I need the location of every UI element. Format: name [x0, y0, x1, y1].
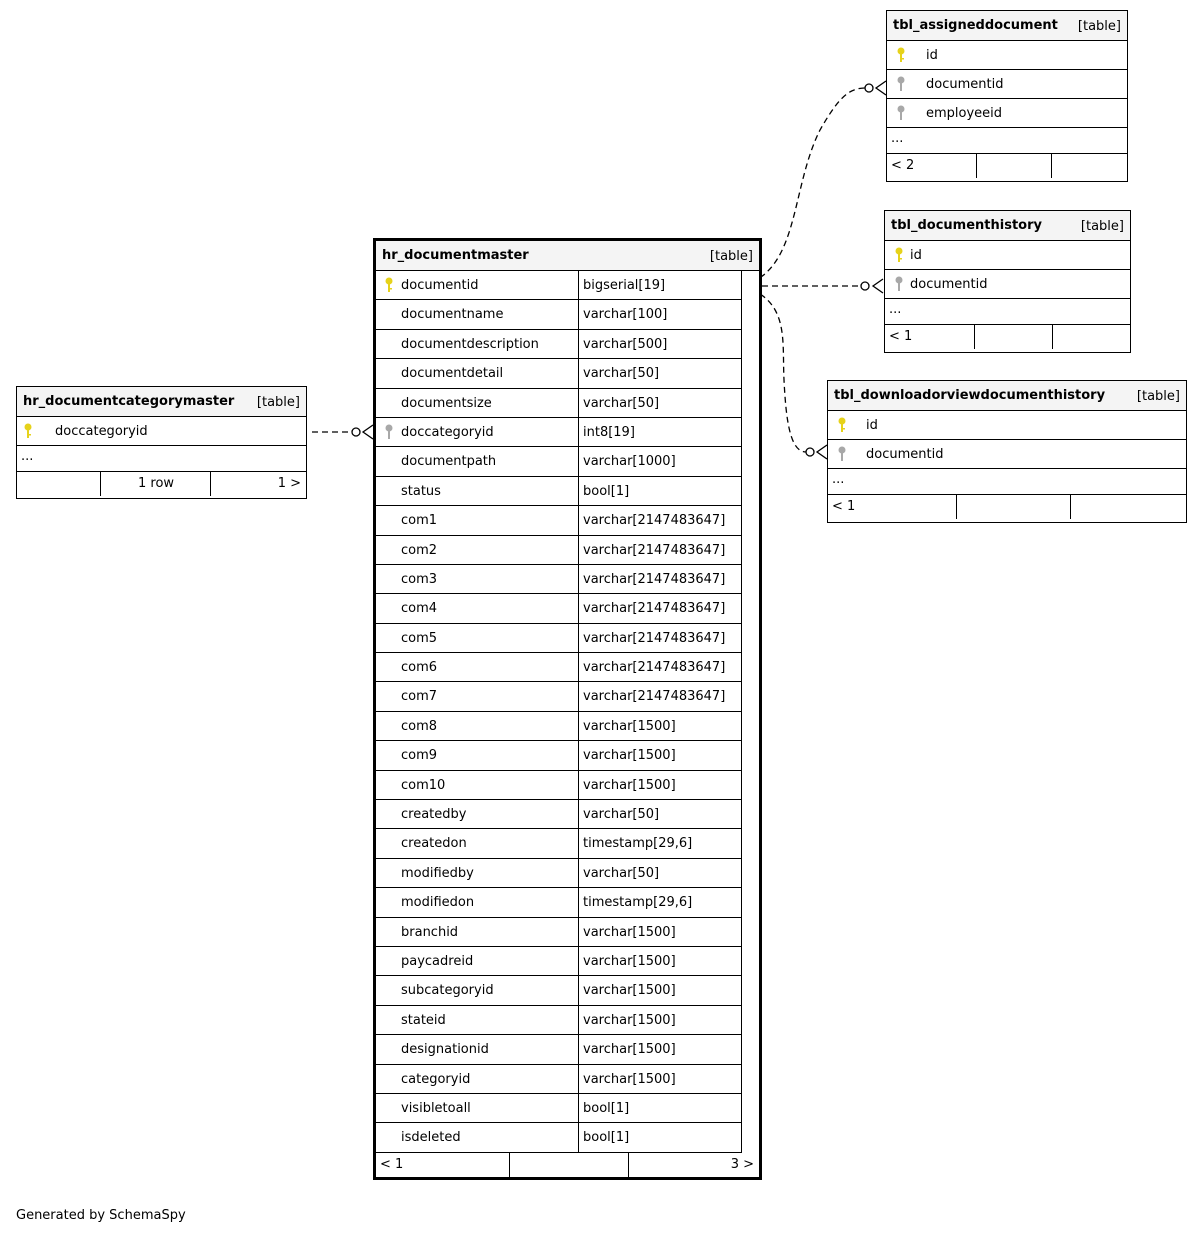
column-name-cell: [376, 271, 579, 300]
table-tbl-documenthistory: [884, 210, 1131, 353]
column-name-cell: [376, 624, 579, 653]
crowfoot-circle: [865, 84, 873, 92]
column-name: status: [401, 483, 441, 499]
column-name: id: [910, 248, 922, 263]
column-row: [376, 330, 759, 359]
column-type: varchar[2147483647]: [583, 630, 726, 646]
footer-middle: 1 row: [138, 476, 175, 491]
foreign-key-icon: [894, 276, 904, 292]
column-name-cell: [376, 888, 579, 917]
column-row: [376, 594, 759, 623]
column-name: visibletoall: [401, 1100, 471, 1116]
column-type-cell: [579, 624, 742, 653]
table-kind: [table]: [709, 249, 753, 264]
column-row: [376, 1035, 759, 1064]
column-name: modifiedby: [401, 865, 474, 881]
table-kind: [table]: [1136, 389, 1180, 404]
column-row: [376, 712, 759, 741]
column-type-cell: [579, 829, 742, 858]
column-name: com1: [401, 513, 438, 529]
column-type: varchar[50]: [583, 395, 660, 411]
column-type: varchar[1500]: [583, 1012, 676, 1028]
column-name: documentpath: [401, 454, 497, 470]
column-name: documentsize: [401, 395, 492, 411]
column-type-cell: [579, 741, 742, 770]
column-name-cell: [376, 1035, 579, 1064]
column-name-cell: [376, 859, 579, 888]
column-name-cell: [376, 536, 579, 565]
column-type-cell: [579, 800, 742, 829]
column-name: createdby: [401, 807, 467, 823]
column-type: varchar[1500]: [583, 718, 676, 734]
crowfoot-circle: [806, 448, 814, 456]
column-type: varchar[50]: [583, 807, 660, 823]
column-name: documentid: [866, 447, 944, 462]
column-type-cell: [579, 536, 742, 565]
column-type: bool[1]: [583, 1130, 630, 1146]
column-row: [17, 417, 306, 446]
footer-left: < 2: [891, 158, 915, 173]
column-row: [376, 418, 759, 447]
column-name: designationid: [401, 1042, 489, 1058]
column-type: varchar[1500]: [583, 777, 676, 793]
column-type-cell: [579, 771, 742, 800]
column-type-cell: [579, 418, 742, 447]
column-row: [376, 477, 759, 506]
column-type-cell: [579, 1094, 742, 1123]
column-row: [376, 1123, 759, 1152]
table-footer: [376, 1153, 759, 1177]
table-kind: [table]: [256, 395, 300, 410]
column-name-cell: [376, 1006, 579, 1035]
column-type: bool[1]: [583, 483, 630, 499]
column-row: [376, 771, 759, 800]
column-list: [376, 271, 759, 1153]
column-type-cell: [579, 653, 742, 682]
column-name: com4: [401, 601, 438, 617]
column-name: com2: [401, 542, 438, 558]
table-name: tbl_assigneddocument: [893, 18, 1058, 33]
column-type: varchar[1500]: [583, 1071, 676, 1087]
primary-key-icon: [894, 247, 904, 263]
table-name: tbl_downloadorviewdocumenthistory: [834, 388, 1106, 403]
primary-key-icon: [837, 417, 847, 433]
column-type-cell: [579, 682, 742, 711]
column-row: [376, 800, 759, 829]
column-row: [376, 1065, 759, 1094]
column-type-cell: [579, 594, 742, 623]
column-name: com7: [401, 689, 438, 705]
column-name: isdeleted: [401, 1130, 461, 1146]
column-row: [376, 359, 759, 388]
table-header: [887, 11, 1127, 41]
column-type: varchar[100]: [583, 307, 668, 323]
foreign-key-icon: [384, 424, 394, 440]
table-footer: [887, 154, 1127, 178]
column-row: [376, 741, 759, 770]
column-type: int8[19]: [583, 424, 635, 440]
column-type-cell: [579, 389, 742, 418]
column-type: varchar[1500]: [583, 1042, 676, 1058]
column-name-cell: [376, 653, 579, 682]
column-type-cell: [579, 477, 742, 506]
column-name-cell: [376, 682, 579, 711]
column-type-cell: [579, 918, 742, 947]
column-row: [376, 389, 759, 418]
column-name-cell: [376, 976, 579, 1005]
column-type: timestamp[29,6]: [583, 836, 693, 852]
column-row: [376, 624, 759, 653]
column-row: [376, 976, 759, 1005]
column-name: documentid: [401, 278, 479, 293]
column-type: varchar[1500]: [583, 953, 676, 969]
column-type: bigserial[19]: [583, 278, 666, 293]
column-name: doccategoryid: [401, 424, 494, 440]
table-hr-documentmaster: [373, 238, 762, 1180]
column-name: modifiedon: [401, 895, 475, 911]
generated-by-label: Generated by SchemaSpy: [16, 1208, 186, 1223]
column-name: documentdetail: [401, 366, 504, 382]
column-row: [376, 1094, 759, 1123]
more-indicator: ...: [887, 128, 1127, 154]
footer-left: < 1: [832, 499, 856, 514]
column-row: [887, 41, 1127, 70]
foreign-key-icon: [896, 105, 906, 121]
column-type: varchar[50]: [583, 366, 660, 382]
footer-right: 1 >: [277, 476, 301, 491]
column-name: com6: [401, 660, 438, 676]
more-indicator: ...: [17, 446, 306, 472]
table-header: [17, 387, 306, 417]
column-type-cell: [579, 976, 742, 1005]
table-kind: [table]: [1080, 219, 1124, 234]
column-name: id: [926, 48, 938, 63]
column-name-cell: [376, 771, 579, 800]
column-name-cell: [376, 506, 579, 535]
column-type-cell: [579, 565, 742, 594]
column-type: varchar[50]: [583, 865, 660, 881]
column-row: [376, 506, 759, 535]
column-type: bool[1]: [583, 1100, 630, 1116]
column-type: varchar[1500]: [583, 748, 676, 764]
column-type: varchar[500]: [583, 336, 668, 352]
column-name: categoryid: [401, 1071, 471, 1087]
table-header: [376, 241, 759, 271]
column-name-cell: [376, 947, 579, 976]
column-name: documentid: [910, 277, 988, 292]
column-row: [376, 829, 759, 858]
column-name-cell: [376, 741, 579, 770]
column-name: com8: [401, 718, 438, 734]
column-row: [376, 859, 759, 888]
primary-key-icon: [384, 277, 394, 293]
column-name: com5: [401, 630, 438, 646]
column-name-cell: [376, 1065, 579, 1094]
foreign-key-icon: [896, 76, 906, 92]
table-header: [885, 211, 1130, 241]
column-name-cell: [376, 359, 579, 388]
table-name: hr_documentmaster: [382, 248, 529, 263]
column-name-cell: [376, 477, 579, 506]
column-type-cell: [579, 506, 742, 535]
column-name: com3: [401, 571, 438, 587]
column-row: [885, 241, 1130, 270]
crowfoot: [873, 279, 883, 293]
column-type-cell: [579, 359, 742, 388]
column-name-cell: [376, 1094, 579, 1123]
table-hr-documentcategorymaster: [16, 386, 307, 499]
foreign-key-icon: [837, 446, 847, 462]
column-type: varchar[2147483647]: [583, 660, 726, 676]
column-type-cell: [579, 300, 742, 329]
table-kind: [table]: [1077, 19, 1121, 34]
table-footer: [828, 495, 1186, 519]
column-type-cell: [579, 859, 742, 888]
column-row: [885, 270, 1130, 299]
column-row: [376, 682, 759, 711]
table-tbl-downloadorviewdocumenthistory: [827, 380, 1187, 523]
column-name: stateid: [401, 1012, 446, 1028]
column-row: [376, 536, 759, 565]
column-row: [376, 1006, 759, 1035]
column-type-cell: [579, 1065, 742, 1094]
column-name-cell: [376, 300, 579, 329]
table-footer: [17, 472, 306, 496]
primary-key-icon: [896, 47, 906, 63]
column-name-cell: [376, 418, 579, 447]
column-row: [376, 947, 759, 976]
column-name: id: [866, 418, 878, 433]
table-header: [828, 381, 1186, 411]
column-name-cell: [376, 800, 579, 829]
table-name: hr_documentcategorymaster: [23, 394, 235, 409]
column-type-cell: [579, 712, 742, 741]
crowfoot: [363, 425, 373, 439]
column-name: documentname: [401, 307, 504, 323]
column-row: [887, 70, 1127, 99]
crowfoot-circle: [352, 428, 360, 436]
column-type: timestamp[29,6]: [583, 895, 693, 911]
column-name: employeeid: [926, 106, 1003, 121]
column-row: [887, 99, 1127, 128]
column-name: com9: [401, 748, 438, 764]
column-type-cell: [579, 888, 742, 917]
column-name-cell: [376, 594, 579, 623]
column-name: com10: [401, 777, 446, 793]
column-name-cell: [376, 447, 579, 476]
column-name-cell: [376, 330, 579, 359]
column-row: [376, 653, 759, 682]
column-type-cell: [579, 1123, 742, 1152]
column-type: varchar[2147483647]: [583, 513, 726, 529]
column-name-cell: [376, 829, 579, 858]
column-type: varchar[2147483647]: [583, 689, 726, 705]
column-name: paycadreid: [401, 953, 474, 969]
column-type: varchar[2147483647]: [583, 542, 726, 558]
column-type-cell: [579, 1035, 742, 1064]
more-indicator: ...: [885, 299, 1130, 325]
footer-right: 3 >: [730, 1156, 754, 1172]
column-row: [376, 271, 759, 300]
column-row: [828, 411, 1186, 440]
column-row: [376, 447, 759, 476]
crowfoot: [817, 445, 827, 459]
crowfoot: [876, 81, 886, 95]
column-row: [376, 565, 759, 594]
column-type-cell: [579, 1006, 742, 1035]
column-type: varchar[1500]: [583, 983, 676, 999]
column-type: varchar[1000]: [583, 454, 676, 470]
footer-left: < 1: [380, 1156, 404, 1172]
column-name-cell: [376, 918, 579, 947]
table-name: tbl_documenthistory: [891, 218, 1042, 233]
column-type: varchar[2147483647]: [583, 601, 726, 617]
column-type-cell: [579, 947, 742, 976]
column-name-cell: [376, 389, 579, 418]
column-name: documentdescription: [401, 336, 539, 352]
table-footer: [885, 325, 1130, 349]
column-name-cell: [376, 565, 579, 594]
column-row: [828, 440, 1186, 469]
column-row: [376, 918, 759, 947]
column-name-cell: [376, 1123, 579, 1152]
column-type-cell: [579, 330, 742, 359]
column-name: branchid: [401, 924, 459, 940]
column-row: [376, 888, 759, 917]
column-name: doccategoryid: [55, 424, 148, 439]
column-name: documentid: [926, 77, 1004, 92]
more-indicator: ...: [828, 469, 1186, 495]
column-type: varchar[2147483647]: [583, 571, 726, 587]
column-name: createdon: [401, 836, 467, 852]
column-type: varchar[1500]: [583, 924, 676, 940]
column-type-cell: [579, 271, 742, 300]
table-tbl-assigneddocument: [886, 10, 1128, 182]
column-name: subcategoryid: [401, 983, 494, 999]
column-row: [376, 300, 759, 329]
footer-left: < 1: [889, 329, 913, 344]
column-name-cell: [376, 712, 579, 741]
crowfoot-circle: [861, 282, 869, 290]
column-type-cell: [579, 447, 742, 476]
primary-key-icon: [23, 423, 33, 439]
